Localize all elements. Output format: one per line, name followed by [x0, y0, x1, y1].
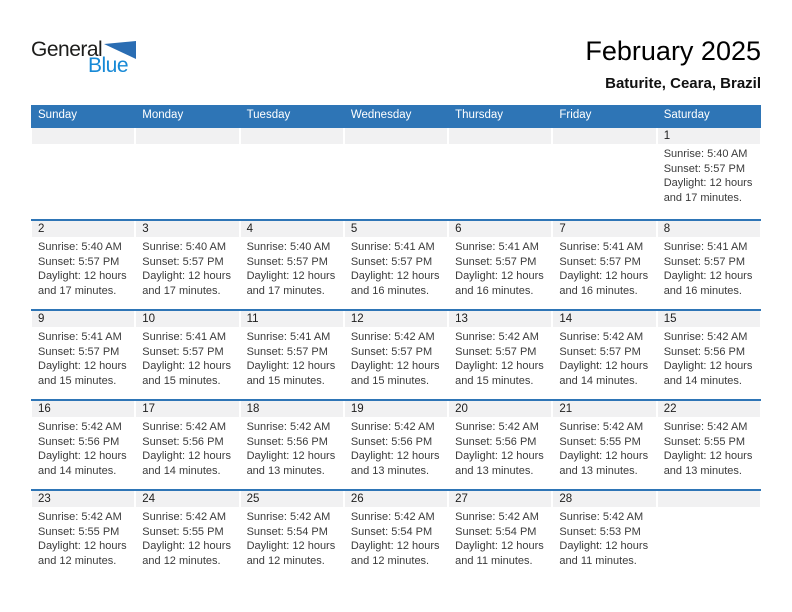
day-cell	[240, 221, 344, 309]
daylight-hours-text: Daylight: 12 hours	[350, 360, 440, 373]
daylight-minutes-text: and 13 minutes.	[663, 464, 742, 477]
day-number: 7	[553, 221, 655, 237]
day-cell	[552, 311, 656, 399]
sunrise-text: Sunrise: 5:41 AM	[663, 241, 748, 253]
daylight-minutes-text: and 12 minutes.	[142, 554, 221, 567]
day-cell	[240, 491, 344, 579]
sunrise-text: Sunrise: 5:41 AM	[246, 331, 331, 343]
sunrise-text: Sunrise: 5:42 AM	[663, 421, 748, 433]
day-cell	[657, 401, 761, 489]
daylight-minutes-text: and 15 minutes.	[142, 374, 221, 387]
daylight-hours-text: Daylight: 12 hours	[142, 270, 231, 283]
day-cell	[31, 221, 135, 309]
day-cell	[344, 491, 448, 579]
day-number: 16	[32, 401, 134, 417]
day-cell	[135, 401, 239, 489]
daylight-minutes-text: and 17 minutes.	[142, 284, 221, 297]
day-cell	[240, 311, 344, 399]
daylight-hours-text: Daylight: 12 hours	[246, 270, 336, 283]
daylight-hours-text: Daylight: 12 hours	[38, 450, 127, 463]
day-number: 26	[345, 491, 447, 507]
day-number: 17	[136, 401, 238, 417]
sunrise-text: Sunrise: 5:42 AM	[142, 421, 227, 433]
daylight-minutes-text: and 15 minutes.	[350, 374, 430, 387]
sunrise-text: Sunrise: 5:41 AM	[38, 331, 122, 343]
sunrise-text: Sunrise: 5:42 AM	[559, 421, 644, 433]
day-cell	[657, 491, 761, 579]
weekday-header-saturday: Saturday	[663, 109, 710, 121]
sunset-text: Sunset: 5:57 PM	[455, 345, 537, 358]
daylight-minutes-text: and 16 minutes.	[350, 284, 430, 297]
sunset-text: Sunset: 5:57 PM	[246, 345, 328, 358]
sunset-text: Sunset: 5:56 PM	[142, 435, 224, 448]
daylight-minutes-text: and 13 minutes.	[559, 464, 638, 477]
daylight-hours-text: Daylight: 12 hours	[246, 540, 336, 553]
daylight-hours-text: Daylight: 12 hours	[455, 540, 544, 553]
daylight-hours-text: Daylight: 12 hours	[663, 450, 753, 463]
week-row	[31, 219, 761, 309]
day-number: 14	[553, 311, 655, 327]
day-cell	[344, 221, 448, 309]
weekday-header-sunday: Sunday	[38, 109, 78, 121]
week-row	[31, 489, 761, 579]
day-number: 25	[241, 491, 343, 507]
day-cell	[657, 311, 761, 399]
daylight-minutes-text: and 12 minutes.	[350, 554, 430, 567]
daylight-hours-text: Daylight: 12 hours	[350, 450, 440, 463]
sunrise-text: Sunrise: 5:42 AM	[350, 331, 435, 343]
day-number	[136, 128, 238, 144]
calendar-grid	[31, 105, 761, 579]
sunrise-text: Sunrise: 5:42 AM	[38, 421, 122, 433]
daylight-minutes-text: and 12 minutes.	[246, 554, 325, 567]
sunset-text: Sunset: 5:55 PM	[663, 435, 746, 448]
daylight-minutes-text: and 14 minutes.	[142, 464, 221, 477]
day-number: 6	[449, 221, 551, 237]
sunrise-text: Sunrise: 5:42 AM	[246, 421, 331, 433]
daylight-hours-text: Daylight: 12 hours	[142, 360, 231, 373]
day-cell	[240, 128, 344, 219]
daylight-hours-text: Daylight: 12 hours	[246, 360, 336, 373]
sunset-text: Sunset: 5:54 PM	[246, 525, 328, 538]
day-number: 10	[136, 311, 238, 327]
sunrise-text: Sunrise: 5:42 AM	[559, 331, 644, 343]
daylight-minutes-text: and 13 minutes.	[350, 464, 430, 477]
sunset-text: Sunset: 5:57 PM	[350, 345, 433, 358]
daylight-minutes-text: and 14 minutes.	[559, 374, 638, 387]
sunset-text: Sunset: 5:56 PM	[246, 435, 328, 448]
sunrise-text: Sunrise: 5:41 AM	[455, 241, 539, 253]
sunrise-text: Sunrise: 5:42 AM	[663, 331, 748, 343]
daylight-hours-text: Daylight: 12 hours	[142, 450, 231, 463]
day-cell	[448, 401, 552, 489]
day-cell	[31, 401, 135, 489]
daylight-minutes-text: and 15 minutes.	[38, 374, 117, 387]
day-cell	[344, 128, 448, 219]
day-cell	[135, 491, 239, 579]
day-cell	[448, 311, 552, 399]
sunset-text: Sunset: 5:56 PM	[38, 435, 120, 448]
daylight-minutes-text: and 13 minutes.	[455, 464, 534, 477]
day-number: 22	[658, 401, 760, 417]
sunrise-text: Sunrise: 5:42 AM	[455, 511, 539, 523]
day-number: 9	[32, 311, 134, 327]
weekday-header-thursday: Thursday	[455, 109, 504, 121]
sunset-text: Sunset: 5:56 PM	[455, 435, 537, 448]
day-number	[658, 491, 760, 507]
sunset-text: Sunset: 5:56 PM	[663, 345, 746, 358]
daylight-hours-text: Daylight: 12 hours	[350, 540, 440, 553]
daylight-minutes-text: and 13 minutes.	[246, 464, 325, 477]
sunset-text: Sunset: 5:56 PM	[350, 435, 433, 448]
daylight-hours-text: Daylight: 12 hours	[455, 270, 544, 283]
sunrise-text: Sunrise: 5:42 AM	[455, 421, 539, 433]
sunrise-text: Sunrise: 5:41 AM	[142, 331, 227, 343]
sunset-text: Sunset: 5:57 PM	[455, 255, 537, 268]
daylight-minutes-text: and 12 minutes.	[38, 554, 117, 567]
day-cell	[31, 128, 135, 219]
sunset-text: Sunset: 5:55 PM	[142, 525, 224, 538]
daylight-hours-text: Daylight: 12 hours	[559, 450, 649, 463]
sunset-text: Sunset: 5:57 PM	[559, 255, 641, 268]
day-number: 20	[449, 401, 551, 417]
sunrise-text: Sunrise: 5:40 AM	[38, 241, 122, 253]
sunrise-text: Sunrise: 5:42 AM	[350, 511, 435, 523]
daylight-minutes-text: and 17 minutes.	[663, 191, 742, 204]
sunset-text: Sunset: 5:53 PM	[559, 525, 641, 538]
day-cell	[552, 491, 656, 579]
day-number: 11	[241, 311, 343, 327]
day-cell	[240, 401, 344, 489]
daylight-hours-text: Daylight: 12 hours	[559, 540, 649, 553]
daylight-hours-text: Daylight: 12 hours	[246, 450, 336, 463]
day-number: 27	[449, 491, 551, 507]
sunset-text: Sunset: 5:57 PM	[246, 255, 328, 268]
sunset-text: Sunset: 5:55 PM	[38, 525, 120, 538]
day-cell	[552, 221, 656, 309]
weekday-header-tuesday: Tuesday	[246, 109, 291, 121]
sunrise-text: Sunrise: 5:40 AM	[663, 148, 748, 160]
daylight-hours-text: Daylight: 12 hours	[142, 540, 231, 553]
daylight-hours-text: Daylight: 12 hours	[38, 540, 127, 553]
day-number: 8	[658, 221, 760, 237]
day-number: 15	[658, 311, 760, 327]
daylight-hours-text: Daylight: 12 hours	[455, 360, 544, 373]
logo	[31, 40, 136, 75]
daylight-hours-text: Daylight: 12 hours	[663, 270, 753, 283]
weekday-header-monday: Monday	[142, 109, 184, 121]
day-cell	[657, 221, 761, 309]
daylight-hours-text: Daylight: 12 hours	[38, 360, 127, 373]
logo-text-general: General	[31, 38, 103, 61]
day-cell	[552, 128, 656, 219]
day-number: 21	[553, 401, 655, 417]
sunset-text: Sunset: 5:57 PM	[663, 255, 746, 268]
daylight-minutes-text: and 16 minutes.	[663, 284, 742, 297]
daylight-minutes-text: and 14 minutes.	[663, 374, 742, 387]
sunset-text: Sunset: 5:57 PM	[142, 345, 224, 358]
day-number: 12	[345, 311, 447, 327]
daylight-minutes-text: and 11 minutes.	[455, 554, 533, 567]
day-cell	[135, 128, 239, 219]
daylight-hours-text: Daylight: 12 hours	[559, 360, 649, 373]
day-cell	[31, 491, 135, 579]
day-number: 18	[241, 401, 343, 417]
day-number: 19	[345, 401, 447, 417]
daylight-minutes-text: and 16 minutes.	[559, 284, 638, 297]
sunrise-text: Sunrise: 5:41 AM	[350, 241, 435, 253]
day-number	[345, 128, 447, 144]
daylight-hours-text: Daylight: 12 hours	[38, 270, 127, 283]
weekday-header-wednesday: Wednesday	[350, 109, 412, 121]
sunset-text: Sunset: 5:57 PM	[350, 255, 433, 268]
daylight-hours-text: Daylight: 12 hours	[350, 270, 440, 283]
day-number	[32, 128, 134, 144]
sunset-text: Sunset: 5:57 PM	[142, 255, 224, 268]
sunrise-text: Sunrise: 5:42 AM	[38, 511, 122, 523]
sunrise-text: Sunrise: 5:42 AM	[142, 511, 227, 523]
day-number	[449, 128, 551, 144]
day-cell	[448, 491, 552, 579]
daylight-minutes-text: and 11 minutes.	[559, 554, 637, 567]
day-number: 23	[32, 491, 134, 507]
sunset-text: Sunset: 5:57 PM	[559, 345, 641, 358]
day-cell	[31, 311, 135, 399]
day-cell	[344, 401, 448, 489]
sunrise-text: Sunrise: 5:42 AM	[559, 511, 644, 523]
sunrise-text: Sunrise: 5:42 AM	[455, 331, 539, 343]
day-cell	[135, 311, 239, 399]
week-row	[31, 399, 761, 489]
daylight-minutes-text: and 16 minutes.	[455, 284, 534, 297]
daylight-hours-text: Daylight: 12 hours	[663, 177, 753, 190]
day-number: 3	[136, 221, 238, 237]
day-number: 28	[553, 491, 655, 507]
day-cell	[448, 128, 552, 219]
daylight-hours-text: Daylight: 12 hours	[663, 360, 753, 373]
sunset-text: Sunset: 5:57 PM	[663, 162, 746, 175]
day-number	[241, 128, 343, 144]
day-cell	[448, 221, 552, 309]
sunset-text: Sunset: 5:57 PM	[38, 345, 120, 358]
sunrise-text: Sunrise: 5:41 AM	[559, 241, 644, 253]
weekday-header-friday: Friday	[559, 109, 592, 121]
sunrise-text: Sunrise: 5:40 AM	[142, 241, 227, 253]
sunset-text: Sunset: 5:54 PM	[455, 525, 537, 538]
location-subtitle: Baturite, Ceara, Brazil	[605, 75, 761, 92]
day-number: 1	[658, 128, 760, 144]
daylight-minutes-text: and 15 minutes.	[455, 374, 534, 387]
daylight-minutes-text: and 17 minutes.	[246, 284, 325, 297]
day-number: 2	[32, 221, 134, 237]
sunrise-text: Sunrise: 5:42 AM	[350, 421, 435, 433]
month-title: February 2025	[585, 36, 761, 66]
sunset-text: Sunset: 5:54 PM	[350, 525, 433, 538]
day-cell	[657, 128, 761, 219]
sunset-text: Sunset: 5:57 PM	[38, 255, 120, 268]
daylight-minutes-text: and 14 minutes.	[38, 464, 117, 477]
day-number: 13	[449, 311, 551, 327]
day-number: 24	[136, 491, 238, 507]
week-row	[31, 126, 761, 219]
weekday-header-row	[31, 105, 761, 126]
daylight-minutes-text: and 17 minutes.	[38, 284, 117, 297]
day-number: 4	[241, 221, 343, 237]
sunrise-text: Sunrise: 5:40 AM	[246, 241, 331, 253]
daylight-hours-text: Daylight: 12 hours	[559, 270, 649, 283]
daylight-minutes-text: and 15 minutes.	[246, 374, 325, 387]
sunset-text: Sunset: 5:55 PM	[559, 435, 641, 448]
day-cell	[552, 401, 656, 489]
day-number	[553, 128, 655, 144]
week-row	[31, 309, 761, 399]
logo-text-blue: Blue	[88, 54, 129, 77]
sunrise-text: Sunrise: 5:42 AM	[246, 511, 331, 523]
day-cell	[135, 221, 239, 309]
daylight-hours-text: Daylight: 12 hours	[455, 450, 544, 463]
day-number: 5	[345, 221, 447, 237]
day-cell	[344, 311, 448, 399]
